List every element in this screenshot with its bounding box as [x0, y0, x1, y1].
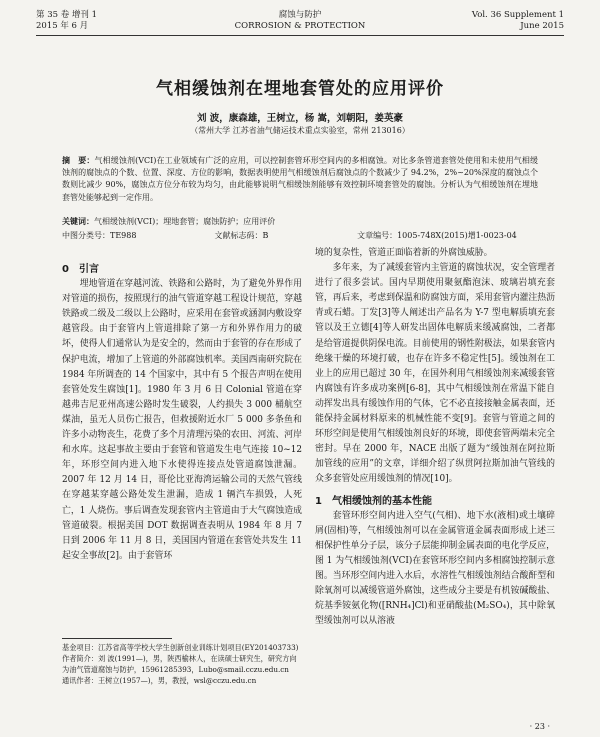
section-heading: 0 引言 — [62, 264, 99, 275]
abstract — [62, 155, 538, 204]
keywords-label: 关键词： — [62, 216, 94, 226]
journal-issue: Vol. 36 Supplement 1 June 2015 — [471, 10, 564, 31]
footnotes — [62, 642, 302, 686]
header-rule — [36, 35, 564, 36]
document-code: 文献标志码：B — [214, 231, 269, 240]
footnote-funding: 基金项目：江苏省高等学校大学生创新创业训练计划项目(EY201403733) — [62, 643, 299, 652]
keywords-text: 气相缓蚀剂(VCI)；埋地套管；腐蚀防护；应用评价 — [94, 217, 276, 226]
footnote-correspondence: 通讯作者：王树立(1957—)，男，教授，wsl@cczu.edu.cn — [62, 676, 257, 685]
paper-title: 气相缓蚀剂在埋地套管处的应用评价 — [156, 79, 444, 99]
classification-line — [62, 230, 538, 241]
right-column — [315, 246, 555, 629]
keywords — [62, 216, 538, 227]
affiliation: （常州大学 江苏省油气储运技术重点实验室，常州 213016） — [190, 126, 410, 135]
article-number: 文章编号：1005-748X(2015)增1-0023-04 — [357, 231, 517, 240]
author-list: 刘 波，康森雄，王树立，杨 嵩，刘朝阳，姜英豪 — [196, 113, 404, 124]
paragraph: 埋地管道在穿越河流、铁路和公路时，为了避免外界作用对管道的损伤，按照现行的油气管道穿越工程设计规范，穿越铁路或二级及二级以上公路时，应采用在套管或涵洞内敷设穿越管段。由于套管内上管道排除了第一方和外界作用力的破坏，使得人们通常认为是安全的，然而由于套管的存在形成了保护电流，增加了上管道的外部腐蚀机率。美国西南研究院在 1984 年所调查的 14 个国家中，其中有 5 个报告声明在使用套管处发生腐蚀[1]。1980 年 3 月 6 日 Colonial 管道在穿越弗吉尼亚州高速公路时发生破裂，人约损失 3 000 桶航空煤油，虽无人员伤亡报告，但救援附近水厂 5 000 多条鱼和许多小动物丧生，花费了多个月清理污染的农田、河流、河岸和水库。这起事故主要由于套管和管道发生电气连接 10~12 年，环形空间内进入地下水使得连接点处管道腐蚀泄漏。2007 年 12 月 14 日，哥伦比亚海湾运输公司的天然气管线在穿越某穿越公路处发生泄漏，造成 1 辆汽车损毁，人死亡，1 人烧伤。事后调查发现套管内主管道由于大气腐蚀造成管道破裂。根据美国 DOT 数据调查表明从 1984 年 8 月 7 日到 2006 年 11 月 8 日，美国国内管道在套管处共发生 11 起安全事故[2]。由于套管环 — [62, 279, 303, 561]
abstract-label: 摘 要： — [62, 156, 95, 165]
footnote-rule — [62, 638, 172, 639]
paragraph: 多年来，为了减缓套管内主管道的腐蚀状况，安全管理者进行了很多尝试。国内早期使用聚氨酯泡沫、玻璃岩填充套管，再后来，考虑到保温和防腐蚀方面，采用套管内灌注热沥青或石蜡。丁发[3]等人阐述出产品名为 Y-7 型电解质填充套管以及王立德[4]等人研发出固体电解质来缓减腐蚀，二者都是给管道提供阴保电流。目前使用的钢性附极法，如果套管内绝缘干燥的环境打破，也存在许多不稳定性[5]。缓蚀剂在工业上的应用已超过 30 年，在国外利用气相缓蚀剂来减缓套管内腐蚀有许多成功案例[6-8]，其中气相缓蚀剂在常温下能自动挥发出具有缓蚀作用的气体，它不必直接接触金属表面，还能保持金属材料原来的机械性能不变[9]。套管与管道之间的环形空间是使用气相缓蚀剂良好的环境，即使套管两端未完全密封。早在 2000 年，NACE 出版了题为“缓蚀剂在阿拉斯加管线的应用”的文章，详细介绍了纵贯阿拉斯加油气管线的众多套管处应用缓蚀剂的情况[10]。 — [315, 263, 555, 485]
section-heading: 1 气相缓蚀剂的基本性能 — [315, 495, 432, 507]
page-number: · 23 · — [529, 722, 550, 731]
clc-number: 中图分类号：TE988 — [62, 231, 137, 240]
footnote-author: 作者简介：刘 波(1991—)，男，陕西榆林人，在读硕士研究生，研究方向为油气管道腐蚀与防护，15961285393，Lubo@smail.cczu.edu.cn — [62, 654, 297, 674]
journal-volume: 第 35 卷 增刊 1 2015 年 6 月 — [36, 10, 98, 31]
journal-name: 腐蚀与防护 CORROSION & PROTECTION — [234, 10, 366, 31]
left-column — [62, 262, 302, 564]
paragraph: 套管环形空间内进入空气(气相)、地下水(液相)或土壤碎屑(固相)等，气相缓蚀剂可以在金属管道金属表面形成上述三相保护性单分子层，该分子层能抑制金属表面的电化学反应，图 1 为气相缓蚀剂(VCI)在套管环形空间内多相腐蚀控制示意图。当环形空间内进入水后，水溶性气相缓蚀剂结合酸酐型和除氧剂可以减缓管道外腐蚀，这些成分主要是有机铵碱酸盐、烷基季铵氨化物([RNH₄]Cl)和亚硝酸盐(M₂SO₄)，其中除氧型缓蚀剂可以从溶液 — [315, 510, 555, 627]
abstract-text: 气相缓蚀剂(VCI)在工业领域有广泛的应用，可以控制套管环形空间内的多相腐蚀。对比多条管道套管处使用和未使用气相缓蚀剂的腐蚀点的个数、位置、深度、方位的影响，数据表明使用气相缓蚀剂后腐蚀点的个数减少了 94.2%，2%~20%深度的腐蚀点个数则比减少 90%，腐蚀点方位分布较为均匀，由此能够说明气相缓蚀剂能够有效控制环境套管处的腐蚀。分析认为气相缓蚀剂在埋地套管处能够起到一定作用。 — [62, 156, 539, 202]
paragraph: 境的复杂性，管道正面临着新的外腐蚀威胁。 — [315, 248, 493, 258]
